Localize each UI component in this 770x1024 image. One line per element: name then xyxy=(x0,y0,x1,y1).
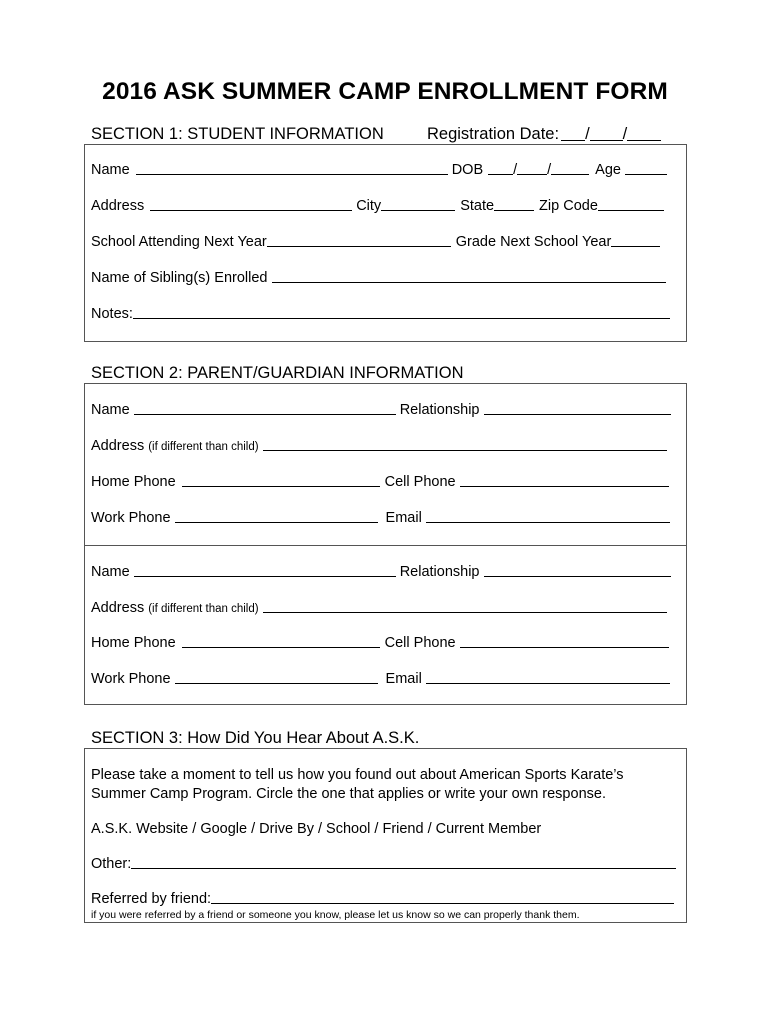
guardian2-email-field[interactable] xyxy=(426,682,670,684)
guardian1-cell-phone-label: Cell Phone xyxy=(384,474,456,490)
guardian2-cell-phone-field[interactable] xyxy=(460,646,669,648)
city-label: City xyxy=(356,198,382,214)
guardian1-work-phone-field[interactable] xyxy=(175,521,378,523)
siblings-row xyxy=(91,270,666,286)
guardian1-address-label: Address xyxy=(91,438,145,454)
grade-field[interactable] xyxy=(611,245,660,247)
guardian2-relationship-field[interactable] xyxy=(484,575,671,577)
reg-day-field[interactable] xyxy=(590,139,623,141)
reg-year-field[interactable] xyxy=(627,139,661,141)
guardian-divider xyxy=(84,545,687,546)
registration-date-label: Registration Date: xyxy=(427,125,560,143)
guardian1-work-phone-label: Work Phone xyxy=(91,510,171,526)
guardian2-address-field[interactable] xyxy=(263,611,667,613)
guardian1-email-field[interactable] xyxy=(426,521,670,523)
guardian1-home-phone-field[interactable] xyxy=(182,485,380,487)
city-field[interactable] xyxy=(381,209,455,211)
guardian2-email-label: Email xyxy=(385,671,422,687)
guardian2-name-field[interactable] xyxy=(134,575,396,577)
dob-label: DOB xyxy=(451,162,484,178)
guardian2-address-label: Address xyxy=(91,600,145,616)
guardian2-name-row xyxy=(91,564,671,580)
grade-label: Grade Next School Year xyxy=(455,234,612,250)
student-name-field[interactable] xyxy=(136,173,448,175)
guardian2-work-phone-label: Work Phone xyxy=(91,671,171,687)
guardian1-address-field[interactable] xyxy=(263,449,667,451)
zip-label: Zip Code xyxy=(539,198,598,214)
other-row xyxy=(91,856,676,872)
guardian1-relationship-field[interactable] xyxy=(484,413,671,415)
section3-heading: SECTION 3: How Did You Hear About A.S.K. xyxy=(91,729,420,747)
siblings-label: Name of Sibling(s) Enrolled xyxy=(91,270,268,286)
notes-field[interactable] xyxy=(133,317,670,319)
dob-month-field[interactable] xyxy=(488,173,513,175)
guardian2-phone-row xyxy=(91,635,669,651)
dob-day-field[interactable] xyxy=(517,173,547,175)
guardian1-name-field[interactable] xyxy=(134,413,396,415)
school-field[interactable] xyxy=(267,245,451,247)
guardian1-relationship-label: Relationship xyxy=(399,402,480,418)
school-label: School Attending Next Year xyxy=(91,234,267,250)
state-label: State xyxy=(460,198,495,214)
guardian1-phone-row xyxy=(91,474,669,490)
guardian2-relationship-label: Relationship xyxy=(399,564,480,580)
guardian2-address-row xyxy=(91,600,667,616)
student-address-row xyxy=(91,198,664,214)
section2-heading: SECTION 2: PARENT/GUARDIAN INFORMATION xyxy=(91,364,464,382)
guardian2-address-note: (if different than child) xyxy=(148,603,259,615)
age-field[interactable] xyxy=(625,173,667,175)
guardian1-name-row xyxy=(91,402,671,418)
guardian1-email-label: Email xyxy=(385,510,422,526)
guardian2-home-phone-field[interactable] xyxy=(182,646,380,648)
guardian1-work-row xyxy=(91,510,670,526)
form-title: 2016 ASK SUMMER CAMP ENROLLMENT FORM xyxy=(102,78,668,105)
referred-field[interactable] xyxy=(211,902,674,904)
student-name-label: Name xyxy=(91,162,130,178)
guardian1-cell-phone-field[interactable] xyxy=(460,485,669,487)
guardian2-work-row xyxy=(91,671,670,687)
referred-label: Referred by friend: xyxy=(91,891,212,907)
siblings-field[interactable] xyxy=(272,281,666,283)
other-field[interactable] xyxy=(131,867,676,869)
reg-month-field[interactable] xyxy=(561,139,585,141)
state-field[interactable] xyxy=(494,209,534,211)
age-label: Age xyxy=(595,162,621,178)
section2-box xyxy=(84,383,687,705)
referred-row xyxy=(91,891,674,907)
notes-row xyxy=(91,306,670,322)
school-row xyxy=(91,234,660,250)
section3-intro: Please take a moment to tell us how you found out about American Sports Karate’s Summer Camp Program. Circle the one that applies or write your own response. xyxy=(91,767,624,802)
hear-options[interactable]: A.S.K. Website / Google / Drive By / School / Friend / Current Member xyxy=(91,821,542,837)
guardian1-address-row xyxy=(91,438,667,454)
guardian2-work-phone-field[interactable] xyxy=(175,682,378,684)
guardian2-home-phone-label: Home Phone xyxy=(91,635,176,651)
guardian1-name-label: Name xyxy=(91,402,130,418)
section1-heading: SECTION 1: STUDENT INFORMATION xyxy=(91,125,384,143)
registration-date: Registration Date: / / xyxy=(427,125,661,144)
zip-field[interactable] xyxy=(598,209,664,211)
dob-year-field[interactable] xyxy=(551,173,589,175)
other-label: Other: xyxy=(91,856,132,872)
guardian1-home-phone-label: Home Phone xyxy=(91,474,176,490)
guardian2-name-label: Name xyxy=(91,564,130,580)
student-address-field[interactable] xyxy=(150,209,352,211)
notes-label: Notes: xyxy=(91,306,133,322)
student-name-row: Name DOB / / Age xyxy=(91,162,667,178)
guardian1-address-note: (if different than child) xyxy=(148,441,259,453)
student-address-label: Address xyxy=(91,198,145,214)
referred-note: if you were referred by a friend or someone you know, please let us know so we can properly thank them. xyxy=(91,909,580,921)
guardian2-cell-phone-label: Cell Phone xyxy=(384,635,456,651)
